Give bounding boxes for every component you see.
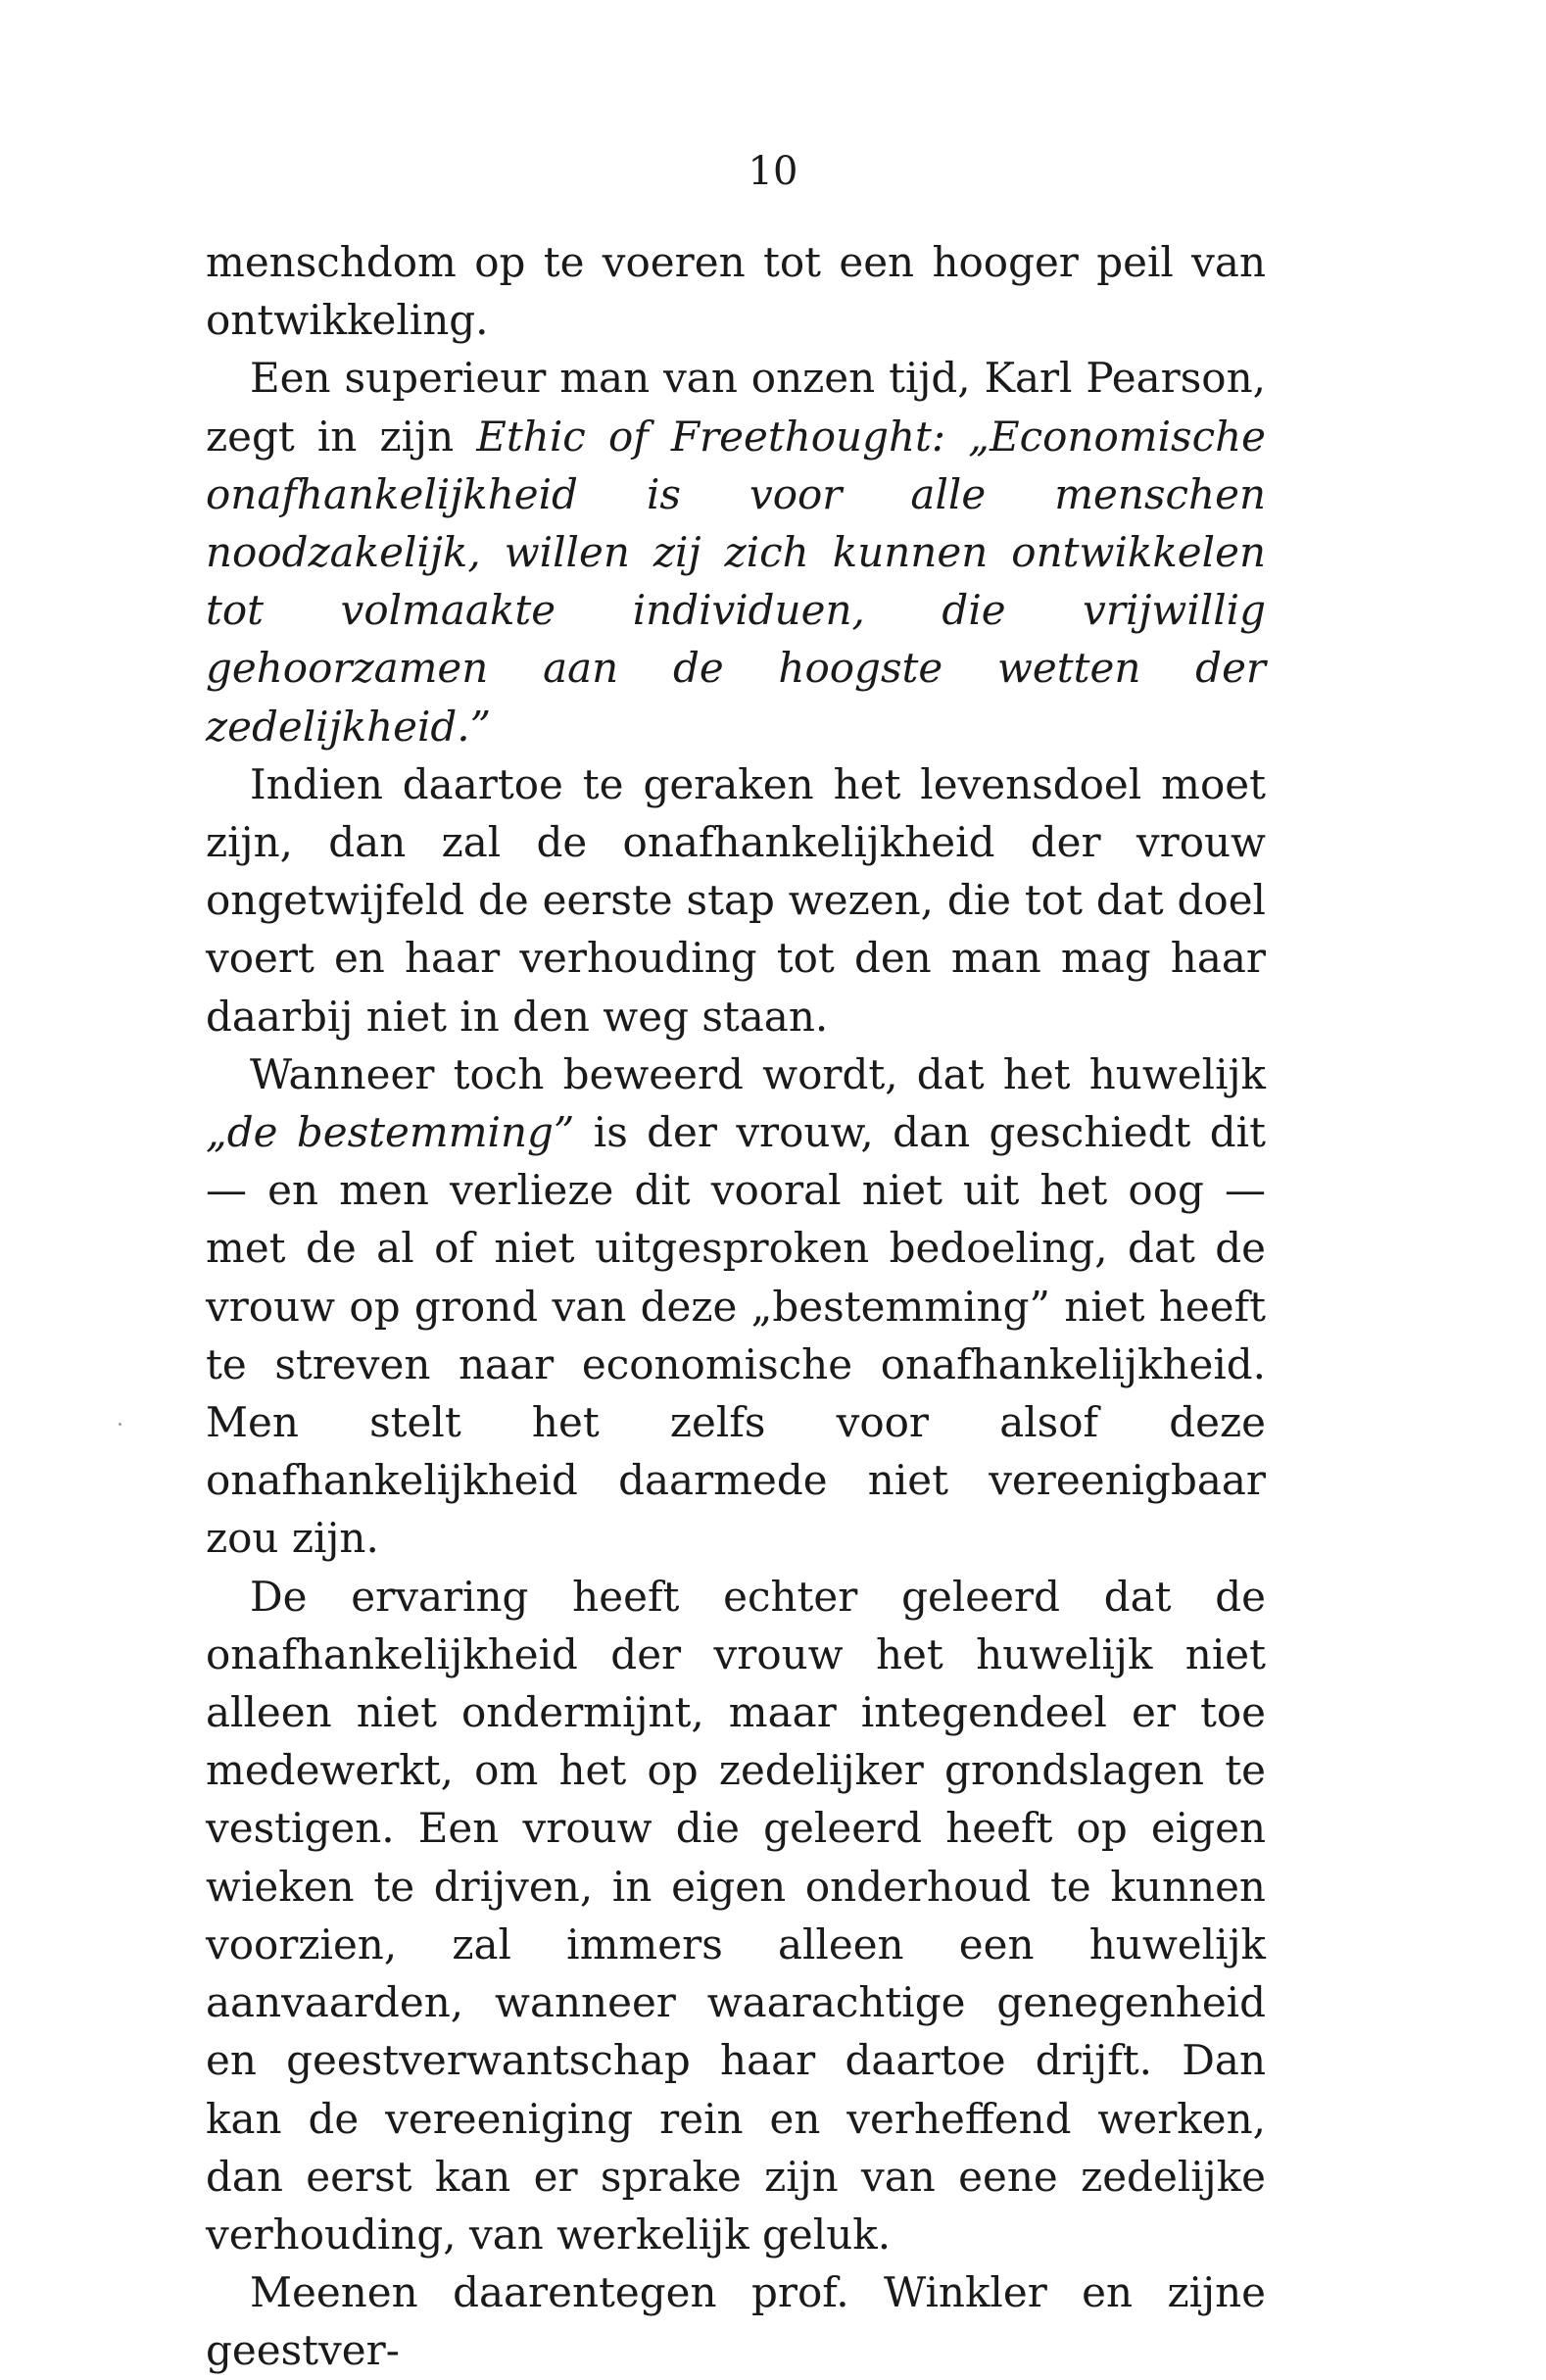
page-number: 10 <box>748 149 798 194</box>
text-run: De ervaring heeft echter geleerd dat de onafhankelijkheid der vrouw het huwelijk niet alleen niet ondermijnt, maar integendeel er toe medewerkt, om het op zedelijker grondslagen te vestigen. Een vrouw die geleerd heeft op eigen wieken te drijven, in eigen onderhoud te kunnen voorzien, zal immers alleen een huwelijk aanvaarden, wanneer waarachtige genegenheid en geestverwantschap haar daartoe drijft. Dan kan de vereeniging rein en verheffend werken, dan eerst kan er sprake zijn van eene zedelijke verhouding, van werkelijk geluk. <box>206 1572 1266 2259</box>
paragraph <box>206 1045 1266 1568</box>
text-run: Indien daartoe te geraken het levensdoel moet zijn, dan zal de onafhankelijkheid der vrouw ongetwijfeld de eerste stap wezen, die tot dat doel voert en haar verhouding tot den man mag haar daarbij niet in den weg staan. <box>206 759 1266 1041</box>
text-run: is der vrouw, dan geschiedt dit — en men verlieze dit vooral niet uit het oog — met de al of niet uitgesproken bedoeling, dat de vrouw op grond van deze „bestemming” niet heeft te streven naar economische onafhankelijkheid. Men stelt het zelfs voor alsof deze onafhankelijkheid daarmede niet vereenigbaar zou zijn. <box>206 1108 1266 1563</box>
text-run: menschdom op te voeren tot een hooger peil van ontwikkeling. <box>206 238 1266 345</box>
paragraph <box>206 349 1266 754</box>
body-text <box>206 233 1266 2380</box>
paragraph <box>206 755 1266 1045</box>
text-run: Wanneer toch beweerd wordt, dat het huwelijk <box>250 1049 1266 1098</box>
italic-text: Ethic of Freethought: „Economische onafhankelijkheid is voor alle menschen noodzakelijk, willen zij zich kunnen ontwikkelen tot volmaakte individuen, die vrijwillig gehoorzamen aan de hoogste wetten der zedelijkheid.” <box>206 412 1266 751</box>
text-run: Meenen daarentegen prof. Winkler en zijne geestver- <box>206 2268 1266 2375</box>
margin-speck <box>119 1423 121 1426</box>
italic-text: „de bestemming” <box>206 1108 575 1157</box>
paragraph <box>206 1568 1266 2263</box>
paragraph <box>206 233 1266 349</box>
paragraph <box>206 2263 1266 2379</box>
text-run: Een superieur man van onzen tijd, Karl Pearson, zegt in zijn <box>206 354 1266 461</box>
